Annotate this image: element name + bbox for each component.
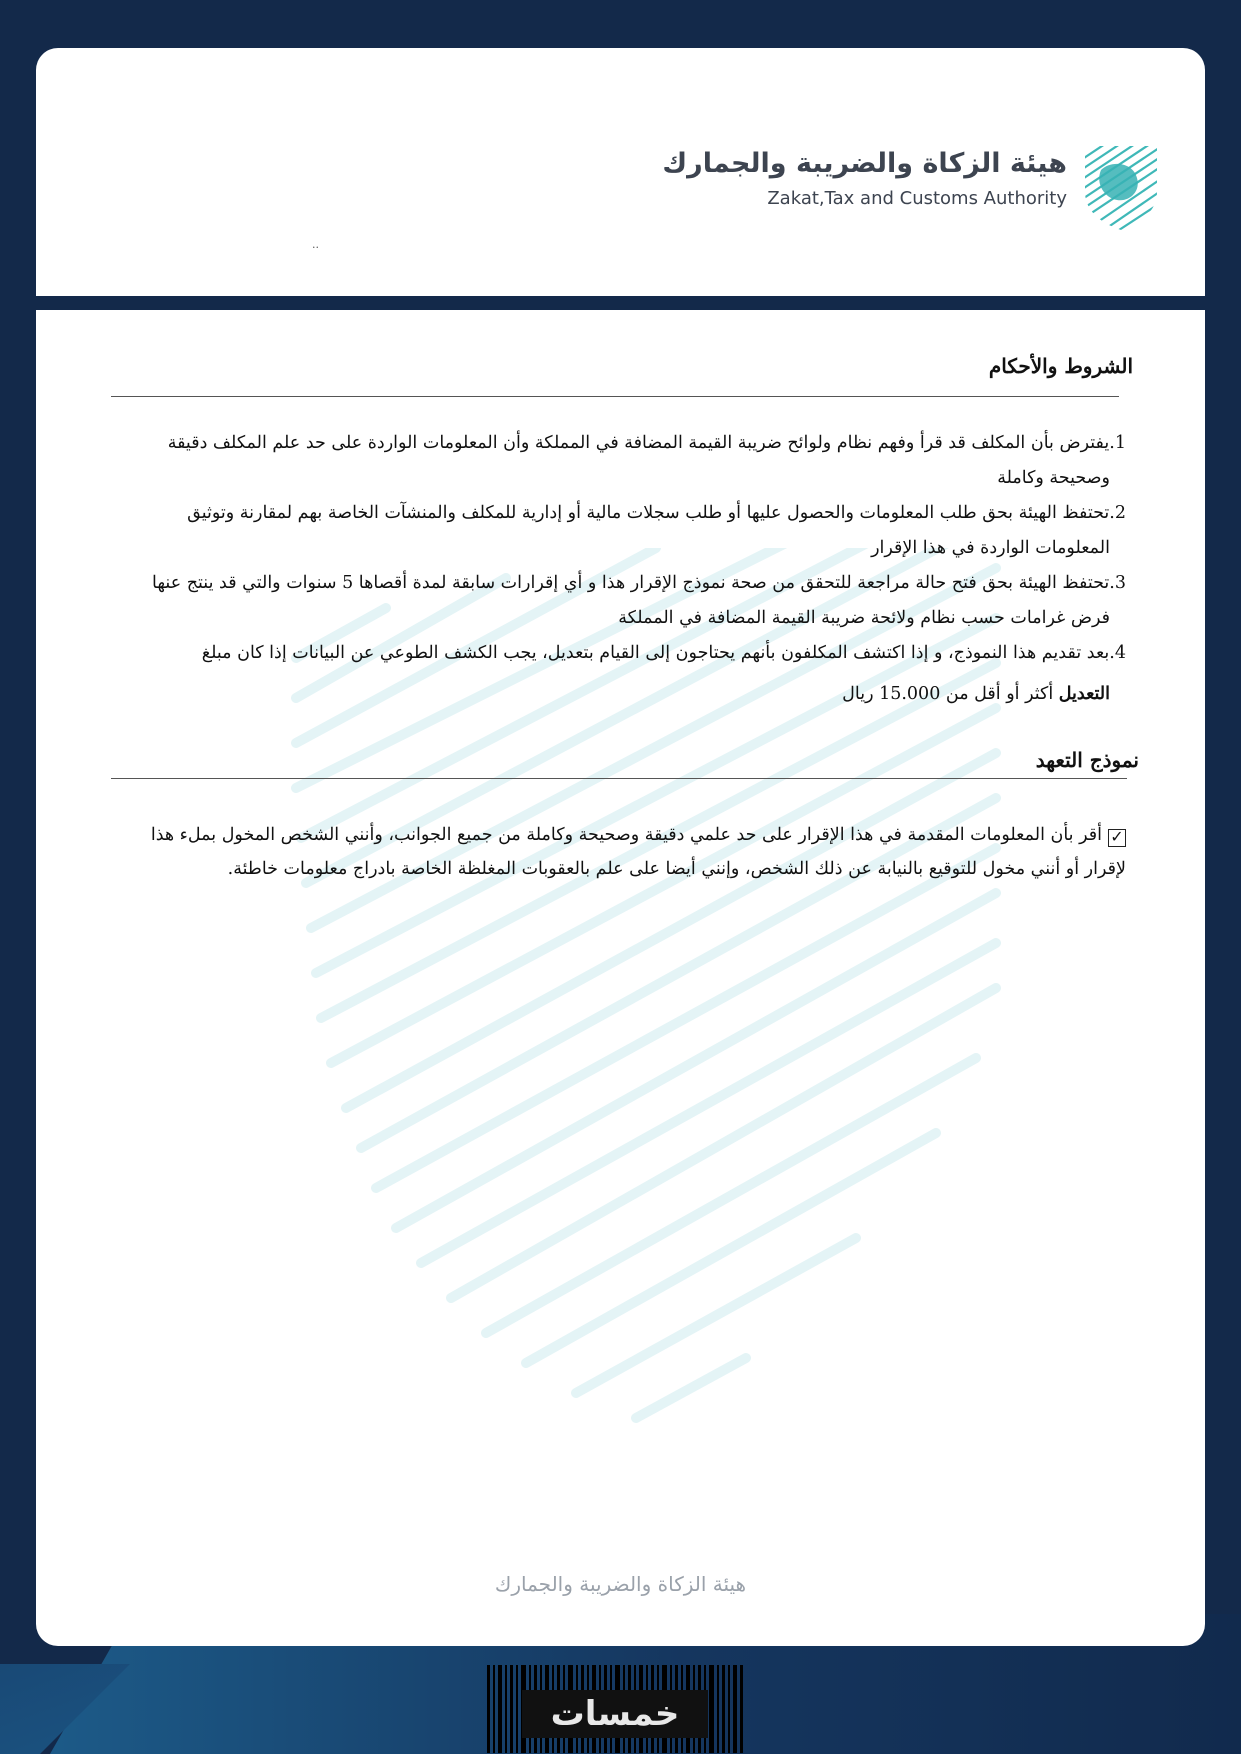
terms-item <box>96 636 1126 712</box>
pledge-paragraph <box>146 818 1126 886</box>
terms-item-number: 2. <box>1109 503 1126 523</box>
terms-item-text: يفترض بأن المكلف قد قرأ وفهم نظام ولوائح ضريبة القيمة المضافة في المملكة وأن المعلومات الواردة على حد علم المكلف دقيقة <box>167 433 1110 453</box>
terms-title-rule <box>111 396 1119 397</box>
barcode-label: خمسات <box>522 1690 708 1738</box>
pledge-title-rule <box>111 778 1127 779</box>
terms-title: الشروط والأحكام <box>988 354 1133 378</box>
terms-item <box>96 566 1126 636</box>
terms-item-number: 3. <box>1109 573 1126 593</box>
terms-list <box>96 426 1126 712</box>
terms-item-continuation-text: أكثر أو أقل من 15.000 ريال <box>842 684 1059 704</box>
document-card <box>36 48 1205 1646</box>
terms-item-text: بعد تقديم هذا النموذج، و إذا اكتشف المكلفون بأنهم يحتاجون إلى القيام بتعديل، يجب الكشف الطوعي عن البيانات إذا كان مبلغ <box>201 643 1110 663</box>
terms-item <box>96 496 1126 566</box>
pledge-title: نموذج التعهد <box>1035 748 1139 772</box>
terms-item-number: 4. <box>1109 643 1126 663</box>
org-name-english: Zakat,Tax and Customs Authority <box>767 188 1067 209</box>
pledge-checkbox[interactable]: ✓ <box>1108 829 1126 847</box>
terms-item-text: تحتفظ الهيئة بحق طلب المعلومات والحصول عليها أو طلب سجلات مالية أو إدارية للمكلف والمنشآت الخاصة بهم لمقارنة وتوثيق <box>187 503 1110 523</box>
terms-item-bold-word: التعديل <box>1058 684 1110 704</box>
footer-org-name: هيئة الزكاة والضريبة والجمارك <box>494 1572 747 1596</box>
terms-item-text: تحتفظ الهيئة بحق فتح حالة مراجعة للتحقق من صحة نموذج الإقرار هذا و أي إقرارات سابقة لمدة أقصاها 5 سنوات والتي قد ينتج عنها <box>152 573 1110 593</box>
pledge-text: أقر بأن المعلومات المقدمة في هذا الإقرار على حد علمي دقيقة وصحيحة وكاملة من جميع الجوانب، وأنني الشخص المخول بملء هذا لإقرار أو أنني مخول للتوقيع بالنيابة عن ذلك الشخص، وإنني أيضا على علم بالعقوبات المغلظة الخاصة بادراج معلومات خاطئة. <box>150 825 1126 879</box>
terms-item-continuation: فرض غرامات حسب نظام ولائحة ضريبة القيمة المضافة في المملكة <box>618 608 1110 628</box>
terms-item-continuation: المعلومات الواردة في هذا الإقرار <box>871 538 1110 558</box>
document-content <box>36 48 1205 1646</box>
terms-item-continuation: وصحيحة وكاملة <box>997 468 1110 488</box>
terms-item-number: 1. <box>1109 433 1126 453</box>
terms-item-continuation <box>96 671 1126 712</box>
terms-item <box>96 426 1126 496</box>
org-name-arabic: هيئة الزكاة والضريبة والجمارك <box>662 148 1067 179</box>
header-mark: .. <box>312 238 319 251</box>
